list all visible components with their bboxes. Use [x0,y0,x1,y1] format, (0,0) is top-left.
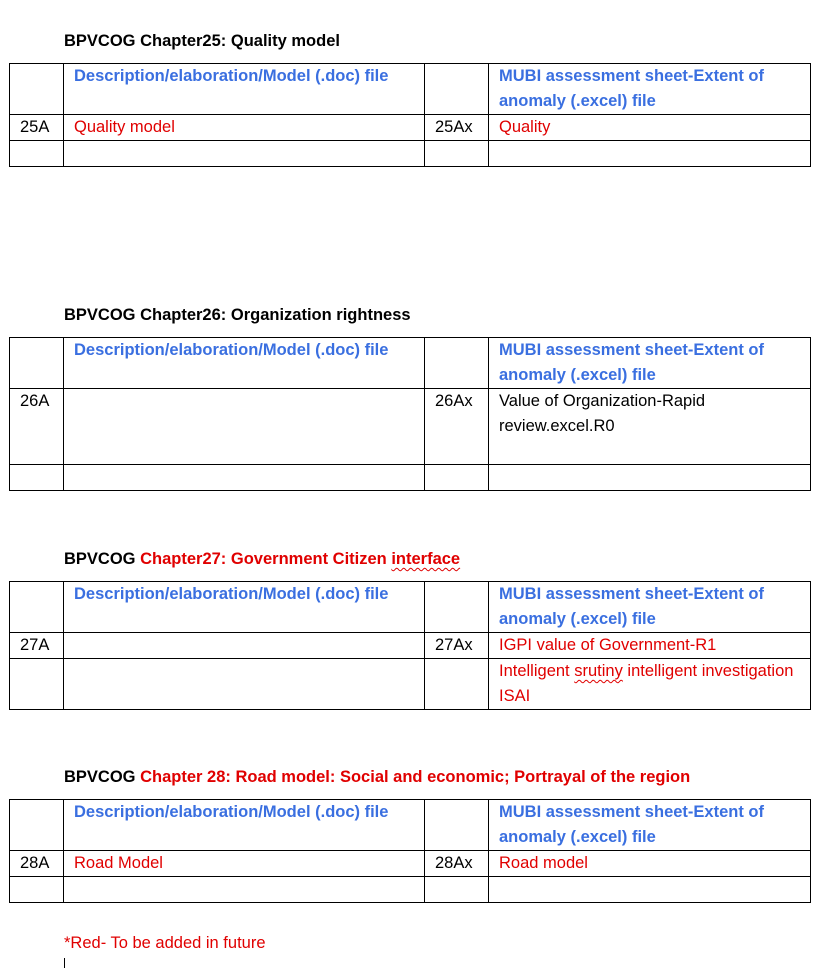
empty-cell [425,64,489,115]
empty-cell [425,800,489,851]
row-mubi: Quality [489,115,811,141]
row-id: 28A [10,851,64,877]
spellcheck-word: srutiny [574,662,623,680]
row-id: 26A [10,389,64,465]
empty-cell [64,141,425,167]
desc-header: Description/elaboration/Model (.doc) file [64,64,425,115]
row-id: 25A [10,115,64,141]
empty-cell [489,141,811,167]
chapter25-heading [64,31,340,51]
mubi-header: MUBI assessment sheet-Extent of anomaly (.excel) file [489,582,811,633]
empty-cell [10,877,64,903]
empty-cell [10,465,64,491]
empty-cell [425,659,489,710]
empty-cell [425,582,489,633]
row-xid: 27Ax [425,633,489,659]
chapter27-title: Chapter27: Government Citizen [140,550,392,568]
text-cursor[interactable] [64,958,65,968]
empty-cell [10,64,64,115]
chapter28-table [9,799,811,903]
empty-cell [425,141,489,167]
mubi-header: MUBI assessment sheet-Extent of anomaly (.excel) file [489,800,811,851]
row-mubi: Value of Organization-Rapid review.excel.R0 [489,389,811,465]
table-row [10,633,811,659]
extra-text: intelligent investigation ISAI [499,662,794,705]
chapter28-prefix: BPVCOG [64,768,141,786]
table-row [10,659,811,710]
row-desc [64,633,425,659]
desc-header: Description/elaboration/Model (.doc) file [64,338,425,389]
chapter27-prefix: BPVCOG [64,550,141,568]
footnote: *Red- To be added in future [64,934,266,952]
empty-cell [10,582,64,633]
chapter28-heading [64,767,690,787]
table-header-row [10,582,811,633]
mubi-header: MUBI assessment sheet-Extent of anomaly (.excel) file [489,64,811,115]
empty-cell [10,800,64,851]
table-row [10,877,811,903]
empty-cell [64,659,425,710]
table-header-row [10,338,811,389]
row-desc [64,389,425,465]
empty-cell [425,877,489,903]
table-row [10,465,811,491]
chapter28-title: Chapter 28: Road model: Social and economic; Portrayal of the region [140,768,691,786]
table-row [10,141,811,167]
empty-cell [489,877,811,903]
row-mubi: Road model [489,851,811,877]
chapter26-table [9,337,811,491]
mubi-header: MUBI assessment sheet-Extent of anomaly (.excel) file [489,338,811,389]
empty-cell [10,141,64,167]
table-row [10,389,811,465]
empty-cell [10,338,64,389]
empty-cell [64,877,425,903]
chapter25-title: BPVCOG Chapter25: Quality model [64,32,340,50]
chapter25-table [9,63,811,167]
empty-cell [425,338,489,389]
empty-cell [489,465,811,491]
row-desc: Quality model [64,115,425,141]
table-row [10,851,811,877]
table-header-row [10,64,811,115]
row-xid: 25Ax [425,115,489,141]
row-mubi: IGPI value of Government-R1 [489,633,811,659]
empty-cell [64,465,425,491]
row-desc: Road Model [64,851,425,877]
row-mubi-extra [489,659,811,710]
row-xid: 28Ax [425,851,489,877]
desc-header: Description/elaboration/Model (.doc) file [64,800,425,851]
chapter26-title: BPVCOG Chapter26: Organization rightness [64,306,411,324]
row-xid: 26Ax [425,389,489,465]
chapter27-heading [64,549,460,569]
empty-cell [425,465,489,491]
empty-cell [10,659,64,710]
chapter27-table [9,581,811,710]
desc-header: Description/elaboration/Model (.doc) file [64,582,425,633]
extra-text: Intelligent [499,662,575,680]
table-row [10,115,811,141]
table-header-row [10,800,811,851]
spellcheck-word: interface [391,550,461,568]
chapter26-heading [64,305,411,325]
row-id: 27A [10,633,64,659]
